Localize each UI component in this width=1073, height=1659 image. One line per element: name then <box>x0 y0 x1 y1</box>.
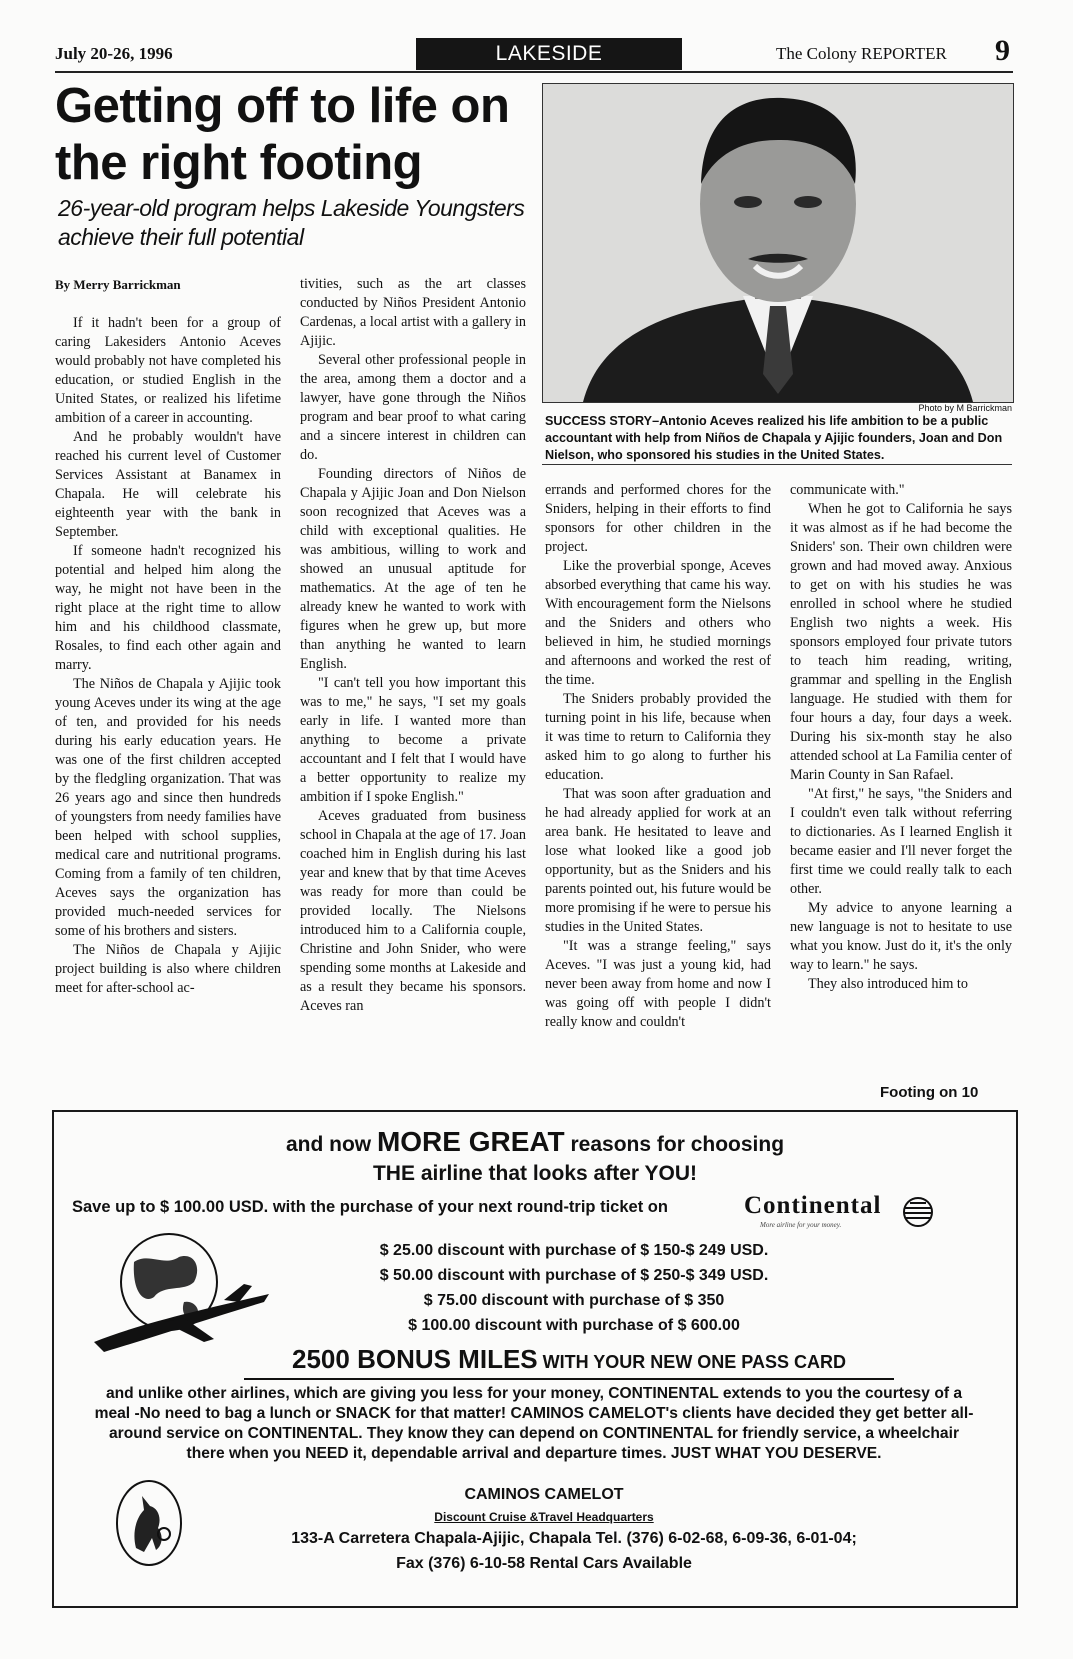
section-banner: LAKESIDE <box>416 38 682 70</box>
subheadline: 26-year-old program helps Lakeside Youngsters achieve their full potential <box>58 195 525 250</box>
unicorn-seal-icon <box>114 1478 184 1568</box>
paragraph: If it hadn't been for a group of caring Lakesiders Antonio Aceves would probably not have completed his education, or studied English in the United States, or realized his lifetime ambition of a career in accounting. <box>55 315 281 426</box>
agency-fax: Fax (376) 6-10-58 Rental Cars Available <box>396 1555 692 1572</box>
photo-credit: Photo by M Barrickman <box>918 403 1012 413</box>
portrait-illustration <box>543 84 1013 402</box>
discount-tier: $ 50.00 discount with purchase of $ 250-$ 349 USD. <box>379 1267 769 1284</box>
ad-headline-post: reasons for choosing <box>564 1133 785 1156</box>
paper-name: The Colony REPORTER <box>776 44 947 63</box>
ad-headline-emphasis: MORE GREAT <box>376 1126 565 1157</box>
ad-headline-pre: and now <box>285 1133 377 1156</box>
article-column-3 <box>545 481 771 1032</box>
paragraph: That was soon after graduation and he had already applied for work at an area bank. He hesitated to leave and lose what looked like a good job opportunity, but as the Sniders and his parents pointed out, his future would be more promising if he were to persue his studies in the United States. <box>545 786 771 935</box>
article-column-1 <box>55 275 281 998</box>
bonus-miles-amount: 2500 BONUS MILES <box>292 1344 538 1374</box>
jump-line: Footing on 10 <box>880 1084 979 1101</box>
article-column-4 <box>790 481 1012 994</box>
paragraph: And he probably wouldn't have reached his current level of Customer Services Assistant at Banamex in Chapala. He will celebrate his eighteenth year with the bank in September. <box>55 429 281 540</box>
page-number: 9 <box>995 34 1010 67</box>
paragraph: The Niños de Chapala y Ajijic took young Aceves under its wing at the age of ten, and provided for his needs during his early education years. He was one of the first children accepted by the fledgling organization. That was 26 years ago and since then hundreds of youngsters from needy families have been helped with school supplies, medical care and nutritional programs. Coming from a family of ten children, Aceves says the organization has provided much-needed services for some of his brothers and sisters. <box>55 676 281 939</box>
bonus-miles <box>244 1344 894 1375</box>
bonus-rule <box>244 1378 894 1380</box>
agency-address: 133-A Carretera Chapala-Ajijic, Chapala Tel. (376) 6-02-68, 6-09-36, 6-01-04; <box>291 1530 857 1547</box>
paragraph: Aceves graduated from business school in Chapala at the age of 17. Joan coached him in English during his last year and knew that by that time Aceves was ready for more than could be provided locally. The Nielsons introduced him to a California couple, Christine and John Snider, who were spending some months at Lakeside and as a result they became his sponsors. Aceves ran <box>300 808 526 1014</box>
paragraph: The Sniders probably provided the turning point in his life, because when it was time to return to California they asked him to go along to further his education. <box>545 691 771 783</box>
issue-date: July 20-26, 1996 <box>55 44 173 63</box>
paragraph: Several other professional people in the area, among them a doctor and a lawyer, have gone through the Niños program and bear proof to what caring and a sincere interest in children can do. <box>300 352 526 463</box>
paragraph: tivities, such as the art classes conducted by Niños President Antonio Cardenas, a local artist with a gallery in Ajijic. <box>300 276 526 349</box>
paragraph: They also introduced him to <box>808 976 968 992</box>
ad-headline <box>54 1126 1016 1158</box>
paragraph: Like the proverbial sponge, Aceves absorbed everything that came his way. With encouragement form the Nielsons and the Sniders and others who believed in him, he studied mornings and afternoons and worked the rest of the time. <box>545 558 771 688</box>
paragraph: communicate with." <box>790 482 905 498</box>
headline: Getting off to life on the right footing <box>55 79 510 190</box>
portrait-photo <box>542 83 1014 403</box>
discount-tier: $ 100.00 discount with purchase of $ 600.00 <box>408 1317 740 1334</box>
paragraph: "It was a strange feeling," says Aceves. "I was just a young kid, had never been away from home and now I was going off with people I didn't really know and couldn't <box>545 938 771 1030</box>
ad-offer: Save up to $ 100.00 USD. with the purchase of your next round-trip ticket on <box>72 1198 668 1216</box>
paragraph: The Niños de Chapala y Ajijic project building is also where children meet for after-school ac- <box>55 942 281 996</box>
agency-tagline: Discount Cruise &Travel Headquarters <box>434 1510 654 1524</box>
continental-globe-icon <box>900 1196 936 1228</box>
advertisement <box>52 1110 1018 1608</box>
discount-tier: $ 25.00 discount with purchase of $ 150-$ 249 USD. <box>379 1242 769 1259</box>
paragraph: If someone hadn't recognized his potential and helped him along the way, he might not have been in the right place at the right time to allow him and his childhood classmate, Rosales, to find each other again and marry. <box>55 543 281 673</box>
paragraph: "I can't tell you how important this was to me," he says, "I set my goals early in life. I wanted more than anything to become a private accountant and I felt that I would have a better opportunity to realize my ambition if I spoke English." <box>300 675 526 805</box>
ad-body: and unlike other airlines, which are giving you less for your money, CONTINENTAL extends to you the courtesy of a meal -No need to bag a lunch or SNACK for that matter! CAMINOS CAMELOT's clients have decided they get better all-around service on CONTINENTAL. They know they can depend on CONTINENTAL for friendly service, a wheelchair there when you NEED it, dependable arrival and departure times. JUST WHAT YOU DESERVE. <box>94 1385 974 1462</box>
masthead-rule <box>55 71 1013 73</box>
agency-name: CAMINOS CAMELOT <box>464 1486 624 1503</box>
ad-slogan: THE airline that looks after YOU! <box>372 1162 697 1185</box>
paragraph: errands and performed chores for the Sniders, helping in their efforts to find sponsors for other children in the project. <box>545 482 771 555</box>
paragraph: Founding directors of Niños de Chapala y Ajijic Joan and Don Nielson soon recognized that Aceves was a child with exceptional qualities. He was ambitious, willing to work and showed an unusual aptitude for mathematics. At the age of ten he already knew he wanted to work with figures when he grew up, but more than anything he wanted to learn English. <box>300 466 526 672</box>
byline: By Merry Barrickman <box>55 277 181 292</box>
paragraph: "At first," he says, "the Sniders and I couldn't even talk without referring to dictionaries. As I learned English it became easier and I'll never forget the first time we could really talk to each other. <box>790 786 1012 897</box>
bonus-miles-detail: WITH YOUR NEW ONE PASS CARD <box>537 1352 846 1372</box>
continental-tagline: More airline for your money. <box>760 1221 842 1229</box>
paragraph: When he got to California he says it was almost as if he had become the Sniders' son. Their own children were grown and had moved away. Anxious to get on with his studies he was enrolled in school where he studied English two nights a week. His sponsors employed four private tutors to teach him reading, writing, grammar and spelling in the English language. He studied with them for four hours a day, four days a week. During his six-month stay he also attended school at La Familia center of Marin County in San Rafael. <box>790 501 1012 783</box>
paragraph: My advice to anyone learning a new language is not to hesitate to use what you know. Just do it, it's the only way to learn." he says. <box>790 900 1012 973</box>
discount-tier: $ 75.00 discount with purchase of $ 350 <box>423 1292 725 1309</box>
article-column-2 <box>300 275 526 1016</box>
continental-logo: Continental <box>744 1192 882 1219</box>
caption-rule <box>542 464 1012 465</box>
photo-caption: SUCCESS STORY–Antonio Aceves realized his life ambition to be a public accountant with help from Niños de Chapala y Ajijic founders, Joan and Don Nielson, who sponsored his studies in the United States. <box>545 414 1003 462</box>
